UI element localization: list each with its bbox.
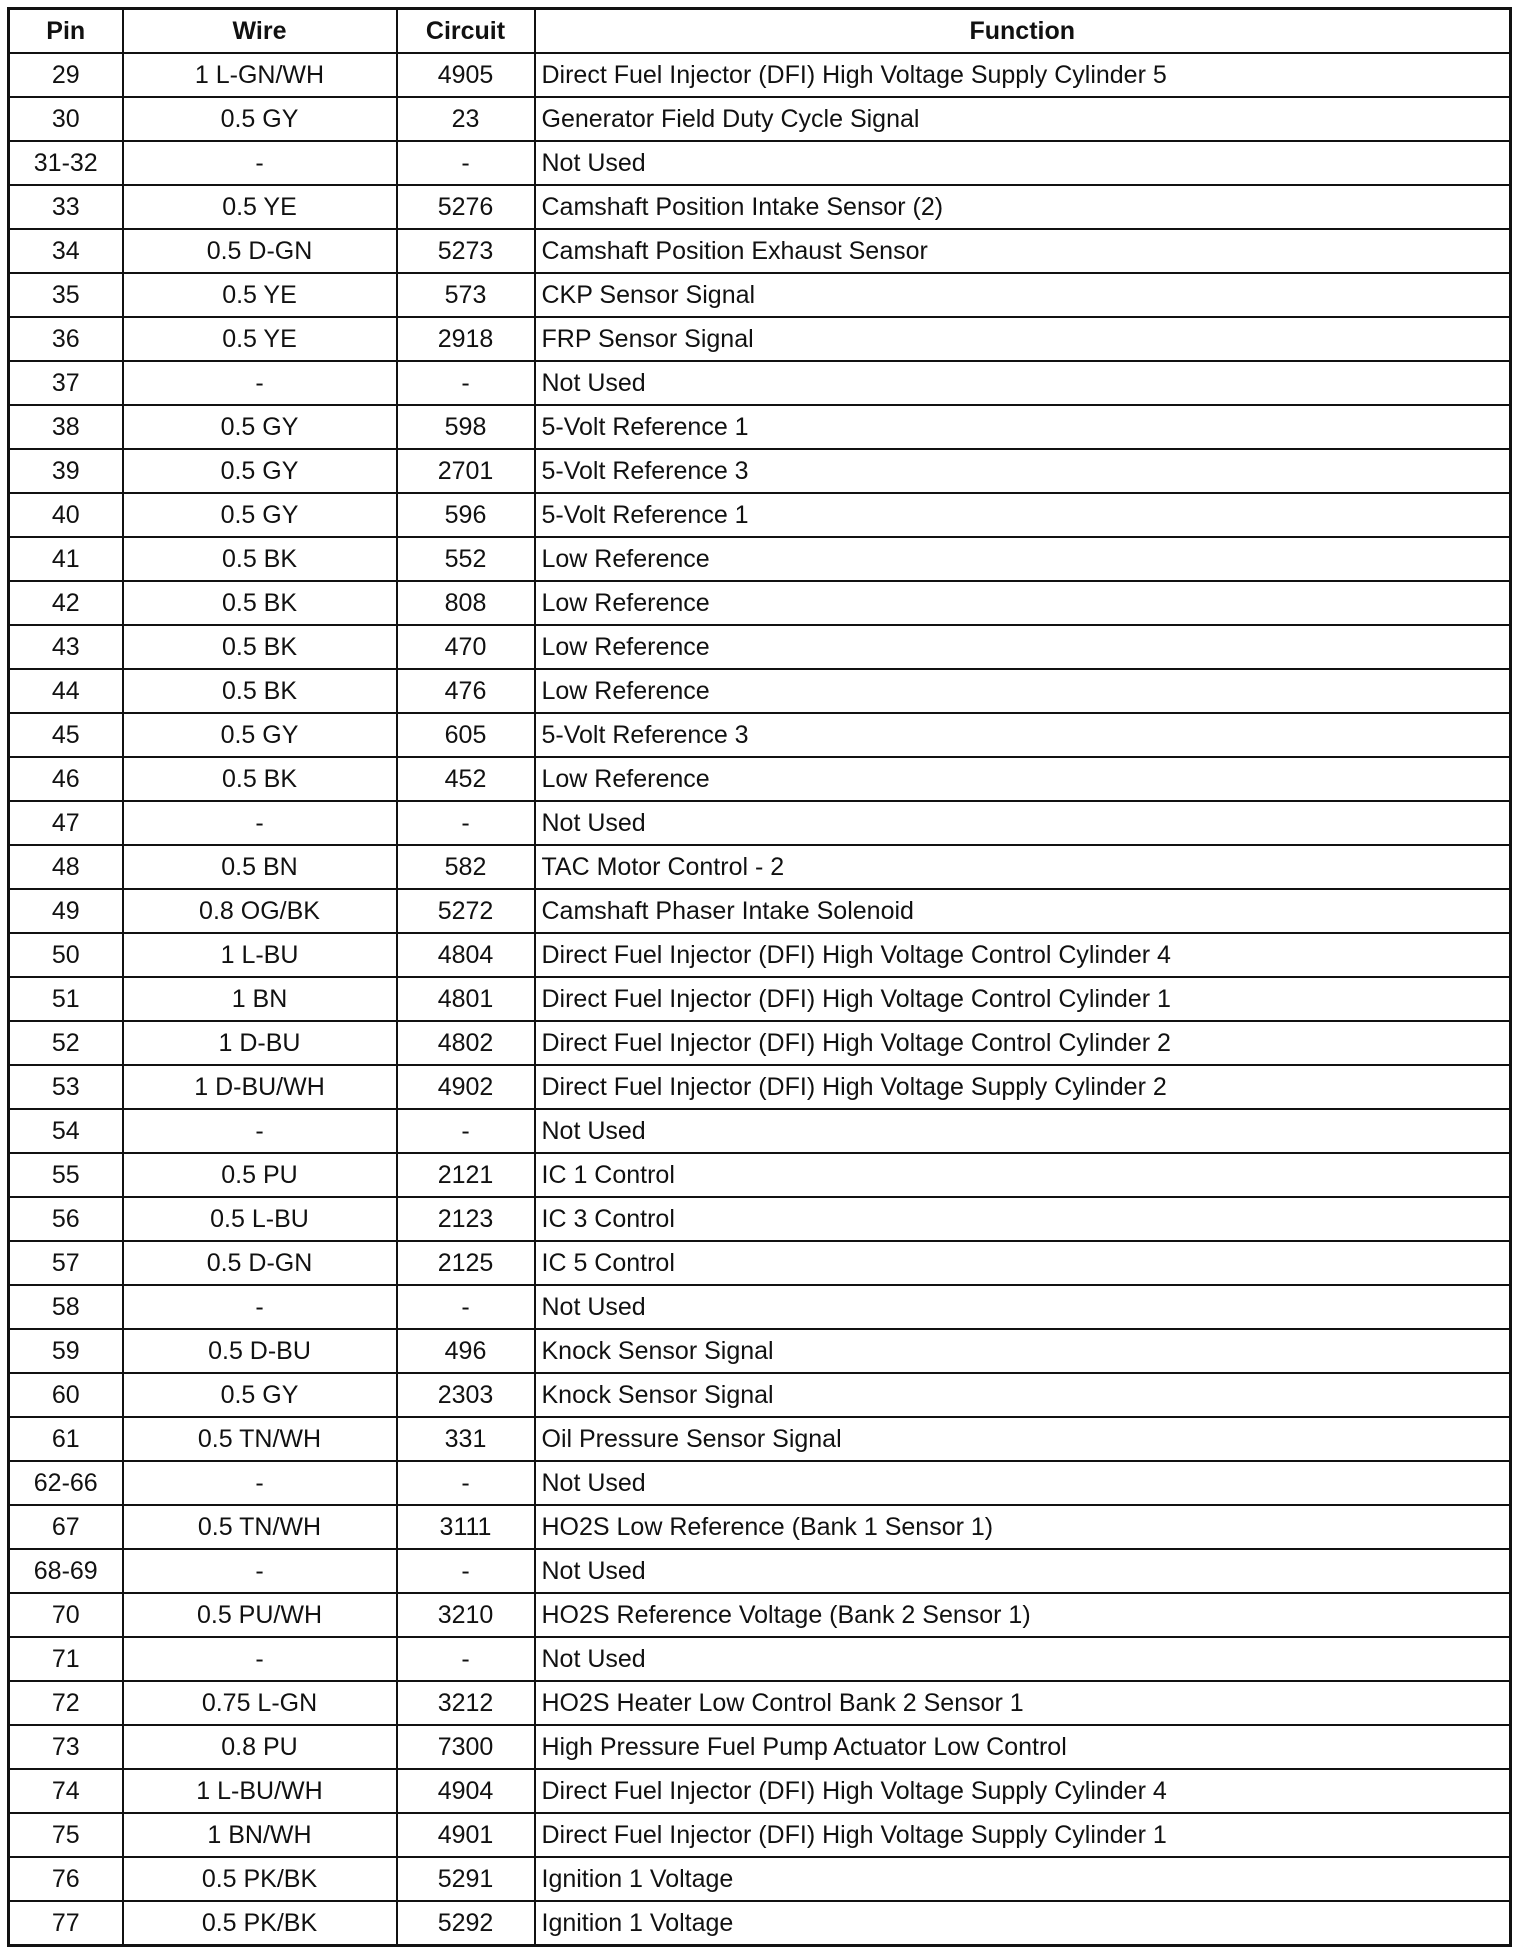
wire-cell: 1 L-BU bbox=[123, 933, 397, 977]
function-cell: Direct Fuel Injector (DFI) High Voltage Control Cylinder 4 bbox=[535, 933, 1511, 977]
circuit-cell: 605 bbox=[397, 713, 535, 757]
circuit-cell: 5276 bbox=[397, 185, 535, 229]
wire-cell: 1 BN bbox=[123, 977, 397, 1021]
function-cell: Not Used bbox=[535, 361, 1511, 405]
circuit-cell: 5273 bbox=[397, 229, 535, 273]
function-cell: Camshaft Position Intake Sensor (2) bbox=[535, 185, 1511, 229]
function-cell: HO2S Low Reference (Bank 1 Sensor 1) bbox=[535, 1505, 1511, 1549]
table-row bbox=[9, 581, 1511, 625]
table-row bbox=[9, 97, 1511, 141]
circuit-cell: - bbox=[397, 141, 535, 185]
circuit-cell: 4901 bbox=[397, 1813, 535, 1857]
pin-cell: 74 bbox=[9, 1769, 123, 1813]
circuit-cell: - bbox=[397, 801, 535, 845]
function-cell: Direct Fuel Injector (DFI) High Voltage Supply Cylinder 2 bbox=[535, 1065, 1511, 1109]
function-cell: Direct Fuel Injector (DFI) High Voltage Control Cylinder 1 bbox=[535, 977, 1511, 1021]
table-row bbox=[9, 1285, 1511, 1329]
circuit-cell: 3210 bbox=[397, 1593, 535, 1637]
circuit-cell: 552 bbox=[397, 537, 535, 581]
table-row bbox=[9, 449, 1511, 493]
table-row bbox=[9, 669, 1511, 713]
wire-cell: - bbox=[123, 1637, 397, 1681]
wire-cell: 0.5 D-BU bbox=[123, 1329, 397, 1373]
function-cell: IC 3 Control bbox=[535, 1197, 1511, 1241]
pin-cell: 30 bbox=[9, 97, 123, 141]
function-cell: Not Used bbox=[535, 1549, 1511, 1593]
pin-cell: 51 bbox=[9, 977, 123, 1021]
pin-cell: 54 bbox=[9, 1109, 123, 1153]
wire-cell: - bbox=[123, 1549, 397, 1593]
pin-cell: 44 bbox=[9, 669, 123, 713]
function-cell: 5-Volt Reference 3 bbox=[535, 449, 1511, 493]
wire-cell: 1 BN/WH bbox=[123, 1813, 397, 1857]
table-row bbox=[9, 1505, 1511, 1549]
circuit-cell: 4905 bbox=[397, 53, 535, 97]
table-row bbox=[9, 1857, 1511, 1901]
function-cell: FRP Sensor Signal bbox=[535, 317, 1511, 361]
table-row bbox=[9, 1417, 1511, 1461]
wire-cell: 0.5 BK bbox=[123, 625, 397, 669]
function-cell: Direct Fuel Injector (DFI) High Voltage Control Cylinder 2 bbox=[535, 1021, 1511, 1065]
circuit-cell: 4904 bbox=[397, 1769, 535, 1813]
table-row bbox=[9, 493, 1511, 537]
wire-cell: 0.5 L-BU bbox=[123, 1197, 397, 1241]
table-row bbox=[9, 1373, 1511, 1417]
table-row bbox=[9, 1461, 1511, 1505]
circuit-cell: 2125 bbox=[397, 1241, 535, 1285]
function-cell: Direct Fuel Injector (DFI) High Voltage Supply Cylinder 5 bbox=[535, 53, 1511, 97]
table-row bbox=[9, 1153, 1511, 1197]
circuit-cell: 5292 bbox=[397, 1901, 535, 1946]
function-cell: IC 1 Control bbox=[535, 1153, 1511, 1197]
wire-cell: 0.5 BN bbox=[123, 845, 397, 889]
table-row bbox=[9, 757, 1511, 801]
circuit-cell: 4902 bbox=[397, 1065, 535, 1109]
table-row bbox=[9, 1021, 1511, 1065]
pin-cell: 45 bbox=[9, 713, 123, 757]
function-cell: Ignition 1 Voltage bbox=[535, 1901, 1511, 1946]
table-row bbox=[9, 801, 1511, 845]
pin-cell: 73 bbox=[9, 1725, 123, 1769]
header-row bbox=[9, 9, 1511, 54]
table-row bbox=[9, 1637, 1511, 1681]
function-cell: Low Reference bbox=[535, 669, 1511, 713]
circuit-cell: 7300 bbox=[397, 1725, 535, 1769]
wire-cell: 0.5 PU/WH bbox=[123, 1593, 397, 1637]
function-cell: Knock Sensor Signal bbox=[535, 1329, 1511, 1373]
function-cell: Not Used bbox=[535, 1109, 1511, 1153]
function-cell: Low Reference bbox=[535, 581, 1511, 625]
wire-cell: 0.5 GY bbox=[123, 1373, 397, 1417]
function-cell: High Pressure Fuel Pump Actuator Low Control bbox=[535, 1725, 1511, 1769]
table-row bbox=[9, 1813, 1511, 1857]
function-cell: HO2S Heater Low Control Bank 2 Sensor 1 bbox=[535, 1681, 1511, 1725]
circuit-cell: 5291 bbox=[397, 1857, 535, 1901]
wire-cell: 0.5 YE bbox=[123, 273, 397, 317]
pin-cell: 39 bbox=[9, 449, 123, 493]
pin-cell: 57 bbox=[9, 1241, 123, 1285]
table-body bbox=[9, 53, 1511, 1946]
circuit-cell: 4801 bbox=[397, 977, 535, 1021]
pin-cell: 41 bbox=[9, 537, 123, 581]
function-cell: Not Used bbox=[535, 141, 1511, 185]
pin-cell: 38 bbox=[9, 405, 123, 449]
table-row bbox=[9, 361, 1511, 405]
wire-cell: 0.5 GY bbox=[123, 449, 397, 493]
table-row bbox=[9, 229, 1511, 273]
wire-cell: 1 L-BU/WH bbox=[123, 1769, 397, 1813]
header-pin: Pin bbox=[9, 9, 123, 54]
pin-cell: 40 bbox=[9, 493, 123, 537]
wire-cell: - bbox=[123, 1285, 397, 1329]
table-row bbox=[9, 405, 1511, 449]
circuit-cell: 2303 bbox=[397, 1373, 535, 1417]
pin-cell: 71 bbox=[9, 1637, 123, 1681]
table-row bbox=[9, 1681, 1511, 1725]
pin-cell: 59 bbox=[9, 1329, 123, 1373]
wire-cell: - bbox=[123, 141, 397, 185]
pin-cell: 61 bbox=[9, 1417, 123, 1461]
wire-cell: 0.5 BK bbox=[123, 757, 397, 801]
pinout-table bbox=[7, 7, 1512, 1947]
pin-cell: 48 bbox=[9, 845, 123, 889]
table-row bbox=[9, 1197, 1511, 1241]
table-row bbox=[9, 141, 1511, 185]
function-cell: Ignition 1 Voltage bbox=[535, 1857, 1511, 1901]
wire-cell: 0.5 TN/WH bbox=[123, 1505, 397, 1549]
pin-cell: 67 bbox=[9, 1505, 123, 1549]
wire-cell: 0.5 YE bbox=[123, 185, 397, 229]
wire-cell: 0.5 GY bbox=[123, 713, 397, 757]
pin-cell: 49 bbox=[9, 889, 123, 933]
table-row bbox=[9, 185, 1511, 229]
table-row bbox=[9, 273, 1511, 317]
table-row bbox=[9, 1593, 1511, 1637]
table-row bbox=[9, 53, 1511, 97]
circuit-cell: 2701 bbox=[397, 449, 535, 493]
circuit-cell: 596 bbox=[397, 493, 535, 537]
function-cell: 5-Volt Reference 1 bbox=[535, 493, 1511, 537]
table-row bbox=[9, 317, 1511, 361]
pin-cell: 56 bbox=[9, 1197, 123, 1241]
pin-cell: 53 bbox=[9, 1065, 123, 1109]
circuit-cell: - bbox=[397, 1109, 535, 1153]
table-row bbox=[9, 1901, 1511, 1946]
function-cell: Direct Fuel Injector (DFI) High Voltage Supply Cylinder 1 bbox=[535, 1813, 1511, 1857]
pin-cell: 75 bbox=[9, 1813, 123, 1857]
table-row bbox=[9, 845, 1511, 889]
table-row bbox=[9, 1549, 1511, 1593]
pin-cell: 52 bbox=[9, 1021, 123, 1065]
table-row bbox=[9, 1725, 1511, 1769]
wire-cell: 0.5 GY bbox=[123, 97, 397, 141]
function-cell: Not Used bbox=[535, 1637, 1511, 1681]
pin-cell: 46 bbox=[9, 757, 123, 801]
circuit-cell: 598 bbox=[397, 405, 535, 449]
pin-cell: 34 bbox=[9, 229, 123, 273]
header-circuit: Circuit bbox=[397, 9, 535, 54]
circuit-cell: 4802 bbox=[397, 1021, 535, 1065]
function-cell: Direct Fuel Injector (DFI) High Voltage Supply Cylinder 4 bbox=[535, 1769, 1511, 1813]
table-row bbox=[9, 713, 1511, 757]
circuit-cell: 582 bbox=[397, 845, 535, 889]
pin-cell: 42 bbox=[9, 581, 123, 625]
pin-cell: 50 bbox=[9, 933, 123, 977]
circuit-cell: 2123 bbox=[397, 1197, 535, 1241]
function-cell: 5-Volt Reference 1 bbox=[535, 405, 1511, 449]
circuit-cell: 452 bbox=[397, 757, 535, 801]
pin-cell: 31-32 bbox=[9, 141, 123, 185]
circuit-cell: 23 bbox=[397, 97, 535, 141]
wire-cell: 0.5 PK/BK bbox=[123, 1901, 397, 1946]
table-row bbox=[9, 889, 1511, 933]
wire-cell: - bbox=[123, 801, 397, 845]
wire-cell: 0.8 PU bbox=[123, 1725, 397, 1769]
function-cell: Not Used bbox=[535, 801, 1511, 845]
pin-cell: 43 bbox=[9, 625, 123, 669]
function-cell: Generator Field Duty Cycle Signal bbox=[535, 97, 1511, 141]
function-cell: Camshaft Phaser Intake Solenoid bbox=[535, 889, 1511, 933]
pin-cell: 60 bbox=[9, 1373, 123, 1417]
function-cell: Knock Sensor Signal bbox=[535, 1373, 1511, 1417]
table-row bbox=[9, 977, 1511, 1021]
circuit-cell: 3111 bbox=[397, 1505, 535, 1549]
wire-cell: 1 D-BU/WH bbox=[123, 1065, 397, 1109]
function-cell: Low Reference bbox=[535, 537, 1511, 581]
wire-cell: 0.5 BK bbox=[123, 537, 397, 581]
table-row bbox=[9, 1065, 1511, 1109]
circuit-cell: 2121 bbox=[397, 1153, 535, 1197]
wire-cell: 0.5 BK bbox=[123, 669, 397, 713]
pin-cell: 58 bbox=[9, 1285, 123, 1329]
pin-cell: 55 bbox=[9, 1153, 123, 1197]
function-cell: Low Reference bbox=[535, 625, 1511, 669]
circuit-cell: 3212 bbox=[397, 1681, 535, 1725]
header-function: Function bbox=[535, 9, 1511, 54]
pin-cell: 62-66 bbox=[9, 1461, 123, 1505]
table-row bbox=[9, 537, 1511, 581]
circuit-cell: - bbox=[397, 1549, 535, 1593]
function-cell: Not Used bbox=[535, 1461, 1511, 1505]
circuit-cell: 496 bbox=[397, 1329, 535, 1373]
table-row bbox=[9, 1329, 1511, 1373]
circuit-cell: 470 bbox=[397, 625, 535, 669]
circuit-cell: - bbox=[397, 1637, 535, 1681]
function-cell: Camshaft Position Exhaust Sensor bbox=[535, 229, 1511, 273]
circuit-cell: 573 bbox=[397, 273, 535, 317]
circuit-cell: 331 bbox=[397, 1417, 535, 1461]
table-row bbox=[9, 1109, 1511, 1153]
wire-cell: 0.5 TN/WH bbox=[123, 1417, 397, 1461]
function-cell: HO2S Reference Voltage (Bank 2 Sensor 1) bbox=[535, 1593, 1511, 1637]
wire-cell: - bbox=[123, 1461, 397, 1505]
wire-cell: 1 D-BU bbox=[123, 1021, 397, 1065]
function-cell: TAC Motor Control - 2 bbox=[535, 845, 1511, 889]
function-cell: CKP Sensor Signal bbox=[535, 273, 1511, 317]
wire-cell: 0.5 YE bbox=[123, 317, 397, 361]
circuit-cell: 4804 bbox=[397, 933, 535, 977]
pin-cell: 77 bbox=[9, 1901, 123, 1946]
wire-cell: 0.5 PK/BK bbox=[123, 1857, 397, 1901]
circuit-cell: 808 bbox=[397, 581, 535, 625]
pin-cell: 70 bbox=[9, 1593, 123, 1637]
wire-cell: - bbox=[123, 1109, 397, 1153]
wire-cell: 0.5 BK bbox=[123, 581, 397, 625]
table-row bbox=[9, 933, 1511, 977]
circuit-cell: - bbox=[397, 361, 535, 405]
wire-cell: 0.5 D-GN bbox=[123, 1241, 397, 1285]
function-cell: Not Used bbox=[535, 1285, 1511, 1329]
circuit-cell: - bbox=[397, 1461, 535, 1505]
wire-cell: 0.5 PU bbox=[123, 1153, 397, 1197]
pin-cell: 35 bbox=[9, 273, 123, 317]
wire-cell: 0.8 OG/BK bbox=[123, 889, 397, 933]
wire-cell: 0.5 GY bbox=[123, 405, 397, 449]
circuit-cell: 476 bbox=[397, 669, 535, 713]
circuit-cell: 5272 bbox=[397, 889, 535, 933]
header-wire: Wire bbox=[123, 9, 397, 54]
wire-cell: 1 L-GN/WH bbox=[123, 53, 397, 97]
function-cell: 5-Volt Reference 3 bbox=[535, 713, 1511, 757]
pin-cell: 36 bbox=[9, 317, 123, 361]
wire-cell: - bbox=[123, 361, 397, 405]
table-row bbox=[9, 1241, 1511, 1285]
function-cell: IC 5 Control bbox=[535, 1241, 1511, 1285]
function-cell: Low Reference bbox=[535, 757, 1511, 801]
pin-cell: 37 bbox=[9, 361, 123, 405]
pin-cell: 47 bbox=[9, 801, 123, 845]
pin-cell: 29 bbox=[9, 53, 123, 97]
pin-cell: 68-69 bbox=[9, 1549, 123, 1593]
table-row bbox=[9, 1769, 1511, 1813]
wire-cell: 0.75 L-GN bbox=[123, 1681, 397, 1725]
circuit-cell: - bbox=[397, 1285, 535, 1329]
wire-cell: 0.5 D-GN bbox=[123, 229, 397, 273]
wire-cell: 0.5 GY bbox=[123, 493, 397, 537]
pin-cell: 33 bbox=[9, 185, 123, 229]
pin-cell: 72 bbox=[9, 1681, 123, 1725]
pin-cell: 76 bbox=[9, 1857, 123, 1901]
table-row bbox=[9, 625, 1511, 669]
function-cell: Oil Pressure Sensor Signal bbox=[535, 1417, 1511, 1461]
circuit-cell: 2918 bbox=[397, 317, 535, 361]
